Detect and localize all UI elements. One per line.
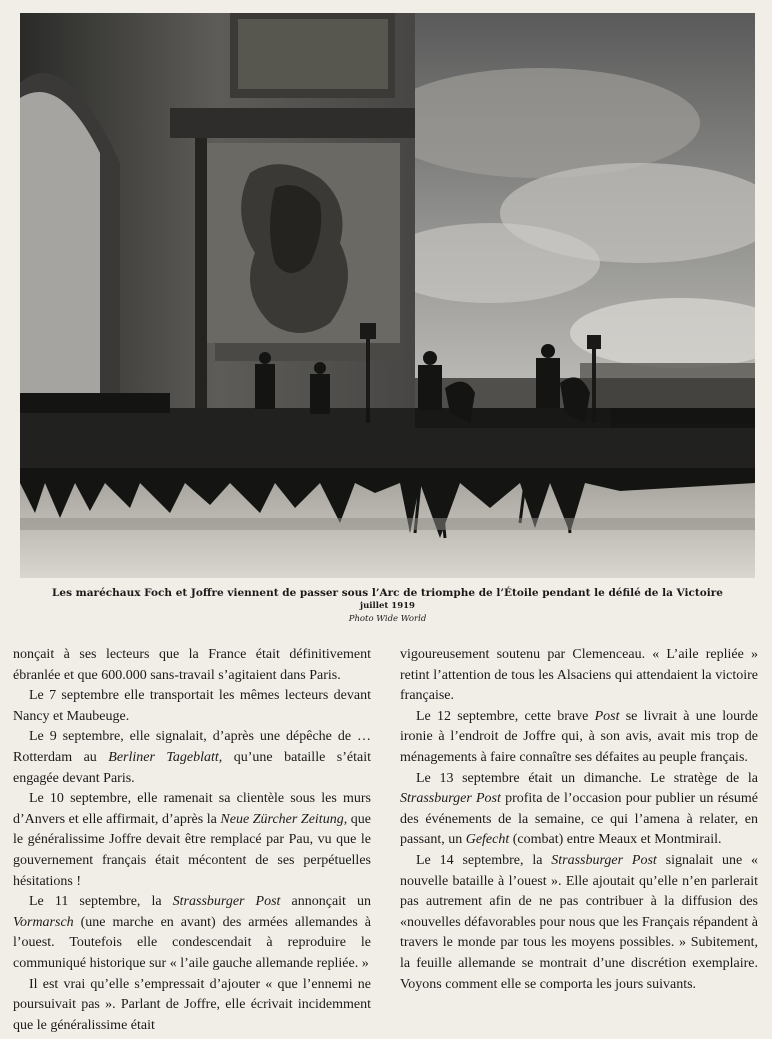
paragraph: Le 13 septembre était un dimanche. Le stratège de la Strassburger Post profita de l’occasion pour publier un résumé des événements de la semaine, ce qui l’amena à relater, en passant, un Gefecht (combat) entre Meaux et Montmirail. (400, 770, 758, 848)
paragraph: Le 10 septembre, elle ramenait sa clientèle sous les murs d’Anvers et elle affirmait, d’après la Neue Zürcher Zeitung, que le généralissime Joffre devait être remplacé par Pau, vu que le gouvernement français était mécontent de ses perpétuelles hésitations ! (13, 791, 371, 889)
paragraph: Le 7 septembre elle transportait les mêmes lecteurs devant Nancy et Maubeuge. (13, 688, 371, 724)
paragraph: Le 9 septembre, elle signalait, d’après une dépêche de … Rotterdam au Berliner Tageblatt, qu’une bataille s’était engagée devant Paris. (13, 729, 371, 786)
paragraph: vigoureusement soutenu par Clemenceau. « L’aile repliée » retint l’attention de tous les Alsaciens qui attendaient la victoire française. (400, 647, 758, 704)
caption-text: Les maréchaux Foch et Joffre viennent de passer sous l’Arc de triomphe de l’Étoile pendant le défilé de la Victoire (52, 587, 723, 599)
paragraph: Le 12 septembre, cette brave Post se livrait à une lourde ironie à l’endroit de Joffre qui, à son avis, avait mis trop de ménagements à faire connaître ses défaites au peuple français. (400, 708, 758, 765)
paragraph: Le 11 septembre, la Strassburger Post annonçait un Vormarsch (une marche en avant) des armées allemandes à l’ouest. Toutefois elle condescendait à reproduire le communiqué historique sur « l’aile gauche allemande repliée. » (13, 894, 372, 971)
parade-photograph (20, 13, 755, 578)
left-text-column (13, 645, 371, 1036)
photo-credit: Photo Wide World (348, 614, 427, 624)
photo-caption (20, 587, 755, 626)
paragraph: Le 14 septembre, la Strassburger Post signalait une « nouvelle bataille à l’ouest ». Elle ajoutait qu’elle n’en parlerait pas autrement afin de ne pas contribuer à la diffusion des «nouvelles défavorables pour nous que les Français répandent à travers le monde par tous les moyens possibles. » Subitement, la feuille allemande se montrait d’une discrétion exemplaire. Voyons comment elle se comporta les jours suivants. (400, 852, 758, 992)
paragraph: nonçait à ses lecteurs que la France était définitivement ébranlée et que 600.000 sans-travail s’agitaient dans Paris. (13, 647, 371, 683)
paragraph: Il est vrai qu’elle s’empressait d’ajouter « que l’ennemi ne poursuivait pas ». Parlant de Joffre, elle écrivait incidemment que le généralissime était (13, 976, 371, 1033)
caption-date: juillet 1919 (360, 601, 415, 611)
right-text-column (400, 645, 758, 995)
